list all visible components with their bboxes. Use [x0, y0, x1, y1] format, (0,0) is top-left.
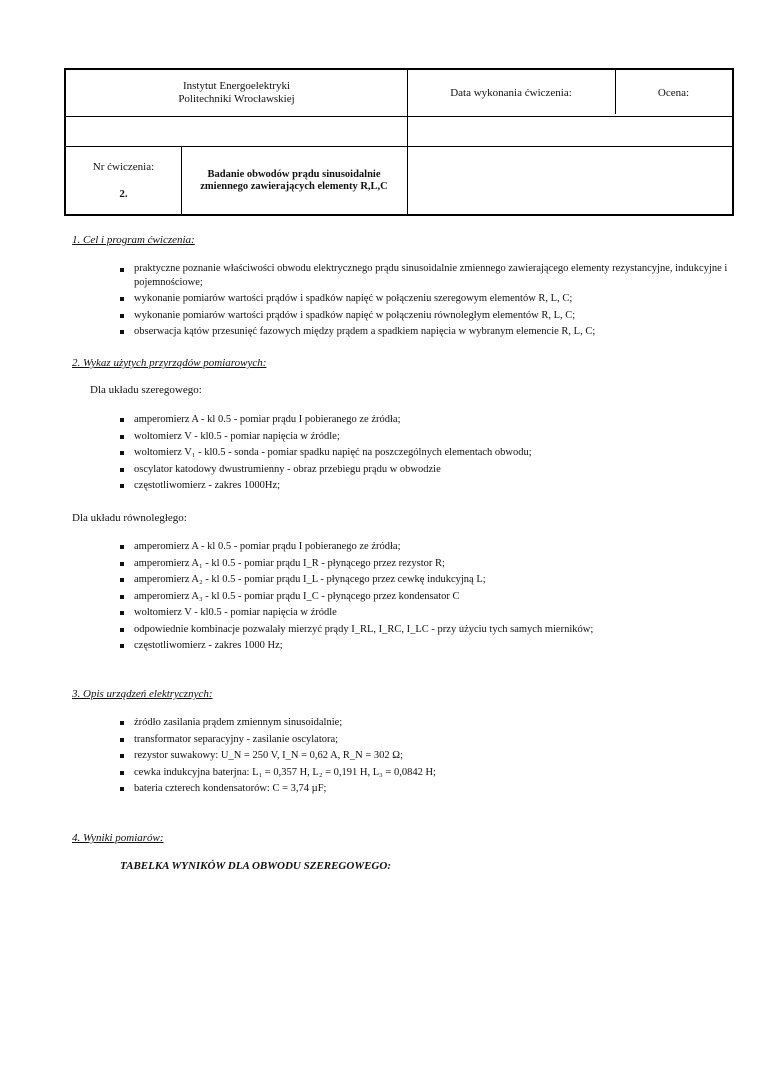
list-item: bateria czterech kondensatorów: C = 3,74 µF; [118, 781, 728, 798]
list-item: źródło zasilania prądem zmiennym sinusoidalnie; [118, 715, 728, 732]
results-table-title: TABELKA WYNIKÓW DLA OBWODU SZEREGOWEGO: [120, 860, 391, 872]
parallel-instrument-list [118, 539, 728, 655]
list-item: oscylator katodowy dwustrumienny - obraz przebiegu prądu w obwodzie [118, 462, 728, 479]
list-item: obserwacja kątów przesunięć fazowych między prądem a spadkiem napięcia w wybranym elemencie R, L, C; [118, 324, 728, 341]
series-instrument-list [118, 412, 728, 495]
exercise-number: 2. [119, 188, 128, 200]
section-1-list [118, 262, 728, 341]
section-4-heading: 4. Wyniki pomiarów: [72, 832, 164, 844]
date-label: Data wykonania ćwiczenia: [450, 86, 572, 99]
list-item: częstotliwomierz - zakres 1000 Hz; [118, 638, 728, 655]
list-item: woltomierz V - kl0.5 - pomiar napięcia w źródle [118, 605, 728, 622]
list-item: wykonanie pomiarów wartości prądów i spadków napięć w połączeniu równoległym elementów R, L, C; [118, 308, 728, 325]
list-item: praktyczne poznanie właściwości obwodu elektrycznego prądu sinusoidalnie zmiennego zawierającego elementy rezystancyjne, indukcyjne i pojemnościowe; [118, 262, 728, 291]
header-table [64, 68, 734, 216]
list-item: cewka indukcyjna baterjna: L₁ = 0,357 H, L₂ = 0,191 H, L₃ = 0,0842 H; [118, 765, 728, 782]
section-2-heading: 2. Wykaz użytych przyrządów pomiarowych: [72, 357, 267, 369]
list-item: woltomierz V₁ - kl0.5 - sonda - pomiar spadku napięć na poszczególnych elementach obwodu; [118, 445, 728, 462]
grade-label: Ocena: [657, 86, 690, 99]
exercise-number-cell [66, 146, 181, 216]
section-1-heading: 1. Cel i program ćwiczenia: [72, 234, 195, 246]
list-item: amperomierz A - kl 0.5 - pomiar prądu I pobieranego ze źródła; [118, 412, 728, 429]
parallel-intro: Dla układu równoległego: [72, 512, 187, 524]
institute-line-2: Politechniki Wrocławskiej [178, 93, 295, 105]
series-intro: Dla układu szeregowego: [90, 384, 202, 396]
exercise-number-label: Nr ćwiczenia: [92, 161, 155, 173]
institute-line-1: Instytut Energoelektryki [182, 80, 291, 92]
exercise-title: Badanie obwodów prądu sinusoidalnie zmiennego zawierających elementy R,L,C [200, 169, 388, 192]
list-item: rezystor suwakowy: U_N = 250 V, I_N = 0,62 A, R_N = 302 Ω; [118, 748, 728, 765]
devices-list [118, 715, 728, 798]
list-item: amperomierz A₁ - kl 0.5 - pomiar prądu I_R - płynącego przez rezystor R; [118, 556, 728, 573]
list-item: amperomierz A₂ - kl 0.5 - pomiar prądu I_L - płynącego przez cewkę indukcyjną L; [118, 572, 728, 589]
list-item: transformator separacyjny - zasilanie oscylatora; [118, 732, 728, 749]
list-item: częstotliwomierz - zakres 1000Hz; [118, 478, 728, 495]
header-rule-1 [66, 116, 732, 117]
list-item: wykonanie pomiarów wartości prądów i spadków napięć w połączeniu szeregowym elementów R, L, C; [118, 291, 728, 308]
section-3-heading: 3. Opis urządzeń elektrycznych: [72, 688, 213, 700]
list-item: amperomierz A - kl 0.5 - pomiar prądu I pobieranego ze źródła; [118, 539, 728, 556]
list-item: woltomierz V - kl0.5 - pomiar napięcia w źródle; [118, 429, 728, 446]
institute-cell [66, 70, 407, 116]
list-item: odpowiednie kombinacje pozwalały mierzyć prądy I_RL, I_RC, I_LC - przy użyciu tych samych mierników; [118, 622, 728, 639]
list-item: amperomierz A₃ - kl 0.5 - pomiar prądu I_C - płynącego przez kondensator C [118, 589, 728, 606]
